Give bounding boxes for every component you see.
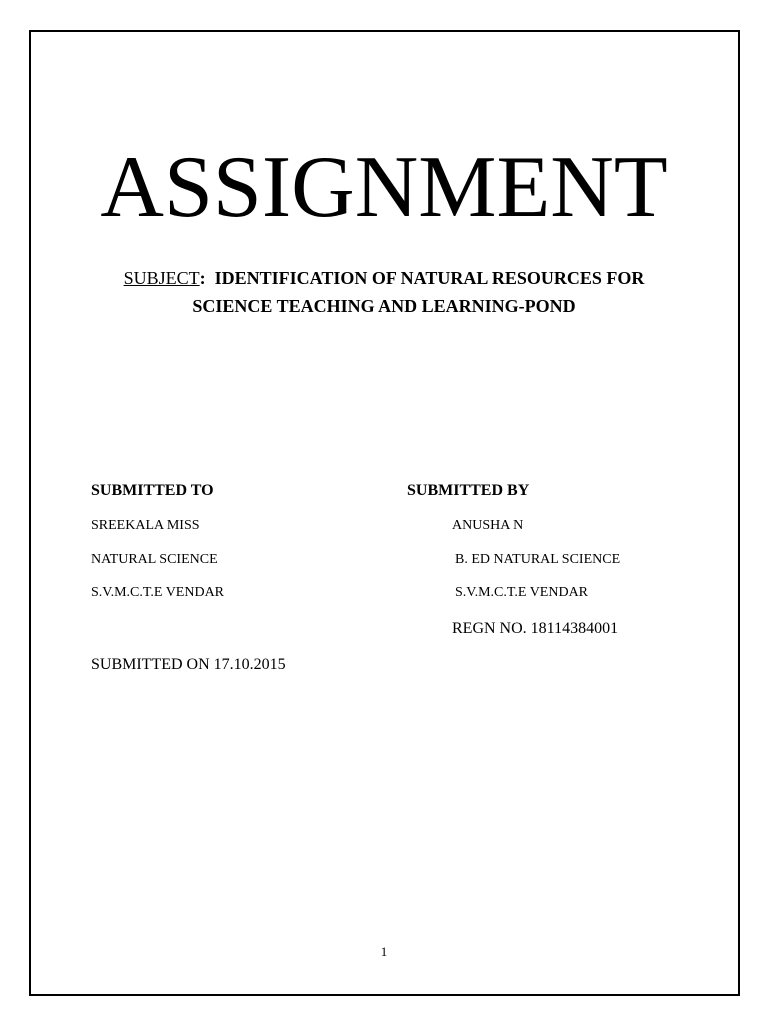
submitted-by-institution: S.V.M.C.T.E VENDAR: [455, 585, 589, 600]
subject-block: [60, 264, 708, 320]
submitted-on: SUBMITTED ON 17.10.2015: [91, 656, 286, 673]
document-title: ASSIGNMENT: [100, 139, 668, 236]
submitted-to-institution: S.V.M.C.T.E VENDAR: [91, 585, 225, 600]
subject-colon: :: [199, 268, 206, 288]
page-number: 1: [380, 944, 388, 959]
subject-line-1: IDENTIFICATION OF NATURAL RESOURCES FOR: [214, 268, 645, 288]
submitted-to-name: SREEKALA MISS: [91, 518, 200, 533]
submitted-by-name: ANUSHA N: [452, 518, 524, 533]
submitted-by-course: B. ED NATURAL SCIENCE: [455, 552, 621, 567]
subject-line-2: SCIENCE TEACHING AND LEARNING-POND: [192, 296, 576, 316]
submitted-to-department: NATURAL SCIENCE: [91, 552, 218, 567]
submitted-by-heading: SUBMITTED BY: [407, 482, 530, 499]
submitted-to-heading: SUBMITTED TO: [91, 482, 214, 499]
subject-label: SUBJECT: [123, 268, 200, 288]
registration-number: REGN NO. 18114384001: [452, 620, 619, 637]
